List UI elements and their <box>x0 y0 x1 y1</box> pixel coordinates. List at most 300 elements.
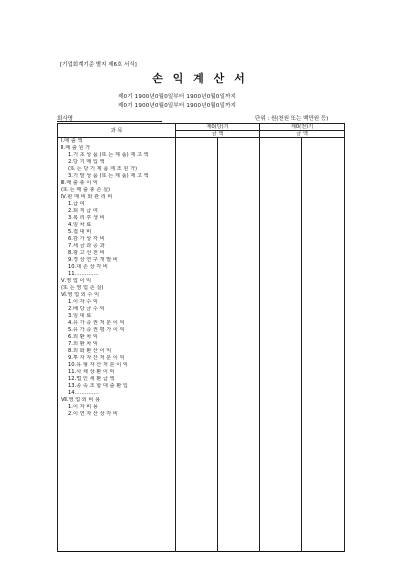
table-row <box>58 166 345 173</box>
previous-amount-b-cell <box>302 355 345 362</box>
account-item-label: 2.이 연 자 산 상 각 비 <box>58 411 176 418</box>
current-amount-a-cell <box>176 390 218 397</box>
previous-amount-b-cell <box>302 523 345 530</box>
header-previous-amount: 금 액 <box>260 131 345 138</box>
previous-amount-b-cell <box>302 383 345 390</box>
previous-amount-b-cell <box>302 152 345 159</box>
account-item-label: (또 는 영 업 손 실) <box>58 285 176 292</box>
table-row <box>58 481 345 488</box>
account-item-label <box>58 418 176 425</box>
previous-amount-a-cell <box>260 488 302 495</box>
account-item-label: 5.유 가 증 권 평 가 이 익 <box>58 327 176 334</box>
previous-amount-b-cell <box>302 320 345 327</box>
previous-amount-b-cell <box>302 446 345 453</box>
previous-amount-a-cell <box>260 173 302 180</box>
table-row <box>58 201 345 208</box>
current-amount-a-cell <box>176 383 218 390</box>
account-item-label: 8.광 고 선 전 비 <box>58 250 176 257</box>
previous-amount-a-cell <box>260 208 302 215</box>
current-amount-a-cell <box>176 208 218 215</box>
account-item-label <box>58 544 176 552</box>
account-item-label: (또 는 매 출 총 손 실) <box>58 187 176 194</box>
account-item-label: 10.유 형 자 산 처 분 이 익 <box>58 362 176 369</box>
current-amount-b-cell <box>218 446 260 453</box>
current-amount-a-cell <box>176 502 218 509</box>
current-amount-a-cell <box>176 285 218 292</box>
current-amount-b-cell <box>218 418 260 425</box>
previous-amount-b-cell <box>302 390 345 397</box>
previous-amount-b-cell <box>302 285 345 292</box>
previous-amount-a-cell <box>260 264 302 271</box>
current-amount-b-cell <box>218 313 260 320</box>
previous-amount-b-cell <box>302 264 345 271</box>
table-row <box>58 544 345 552</box>
previous-amount-a-cell <box>260 257 302 264</box>
previous-amount-b-cell <box>302 236 345 243</box>
previous-amount-b-cell <box>302 292 345 299</box>
current-amount-b-cell <box>218 271 260 278</box>
table-row <box>58 292 345 299</box>
current-amount-b-cell <box>218 201 260 208</box>
previous-amount-a-cell <box>260 495 302 502</box>
previous-amount-a-cell <box>260 187 302 194</box>
previous-amount-a-cell <box>260 229 302 236</box>
current-amount-b-cell <box>218 432 260 439</box>
current-amount-a-cell <box>176 453 218 460</box>
account-item-label <box>58 439 176 446</box>
previous-amount-a-cell <box>260 523 302 530</box>
previous-amount-b-cell <box>302 208 345 215</box>
table-row <box>58 369 345 376</box>
current-amount-b-cell <box>218 362 260 369</box>
table-row <box>58 299 345 306</box>
current-amount-b-cell <box>218 264 260 271</box>
current-amount-b-cell <box>218 327 260 334</box>
current-amount-b-cell <box>218 306 260 313</box>
table-row <box>58 397 345 404</box>
previous-amount-b-cell <box>302 537 345 544</box>
current-amount-b-cell <box>218 495 260 502</box>
previous-amount-a-cell <box>260 390 302 397</box>
table-row <box>58 173 345 180</box>
previous-amount-b-cell <box>302 187 345 194</box>
previous-amount-b-cell <box>302 488 345 495</box>
account-item-label <box>58 530 176 537</box>
account-item-label: Ⅵ.영 업 외 수 익 <box>58 292 176 299</box>
current-amount-a-cell <box>176 369 218 376</box>
current-amount-b-cell <box>218 208 260 215</box>
previous-amount-a-cell <box>260 509 302 516</box>
previous-amount-b-cell <box>302 173 345 180</box>
account-item-label <box>58 537 176 544</box>
account-item-label: 4.임 차 료 <box>58 222 176 229</box>
current-amount-a-cell <box>176 313 218 320</box>
current-amount-a-cell <box>176 257 218 264</box>
table-row <box>58 516 345 523</box>
current-amount-a-cell <box>176 306 218 313</box>
previous-amount-b-cell <box>302 222 345 229</box>
table-row <box>58 236 345 243</box>
previous-amount-a-cell <box>260 215 302 222</box>
previous-amount-a-cell <box>260 383 302 390</box>
current-amount-b-cell <box>218 236 260 243</box>
current-amount-b-cell <box>218 509 260 516</box>
previous-amount-b-cell <box>302 159 345 166</box>
table-row <box>58 425 345 432</box>
previous-amount-a-cell <box>260 180 302 187</box>
previous-amount-b-cell <box>302 432 345 439</box>
account-item-label: Ⅳ.판 매 비 와 관 리 비 <box>58 194 176 201</box>
previous-amount-b-cell <box>302 502 345 509</box>
current-amount-a-cell <box>176 523 218 530</box>
table-row <box>58 502 345 509</box>
current-amount-a-cell <box>176 278 218 285</box>
previous-amount-a-cell <box>260 537 302 544</box>
previous-amount-b-cell <box>302 271 345 278</box>
current-amount-a-cell <box>176 236 218 243</box>
previous-amount-a-cell <box>260 453 302 460</box>
account-item-label: 5.접 대 비 <box>58 229 176 236</box>
current-amount-a-cell <box>176 348 218 355</box>
current-amount-b-cell <box>218 397 260 404</box>
account-item-label: 9.경 상 연 구 개 발 비 <box>58 257 176 264</box>
table-row <box>58 404 345 411</box>
table-row <box>58 334 345 341</box>
previous-amount-b-cell <box>302 460 345 467</box>
account-item-label: 11.…………. <box>58 271 176 278</box>
table-row <box>58 229 345 236</box>
table-row <box>58 187 345 194</box>
previous-amount-b-cell <box>302 418 345 425</box>
previous-amount-a-cell <box>260 159 302 166</box>
current-amount-b-cell <box>218 257 260 264</box>
previous-amount-b-cell <box>302 362 345 369</box>
table-row <box>58 152 345 159</box>
previous-amount-a-cell <box>260 236 302 243</box>
current-amount-b-cell <box>218 376 260 383</box>
account-item-label <box>58 502 176 509</box>
previous-amount-a-cell <box>260 327 302 334</box>
table-row <box>58 257 345 264</box>
table-body <box>58 138 345 552</box>
current-amount-a-cell <box>176 173 218 180</box>
table-row <box>58 411 345 418</box>
current-amount-a-cell <box>176 537 218 544</box>
account-item-label: 1.이 자 수 익 <box>58 299 176 306</box>
previous-amount-b-cell <box>302 397 345 404</box>
previous-amount-a-cell <box>260 145 302 152</box>
previous-amount-a-cell <box>260 544 302 552</box>
account-item-label: Ⅴ.영 업 이 익 <box>58 278 176 285</box>
previous-amount-a-cell <box>260 369 302 376</box>
table-row <box>58 264 345 271</box>
previous-amount-a-cell <box>260 362 302 369</box>
account-item-label: 7.외 환 차 익 <box>58 341 176 348</box>
current-amount-b-cell <box>218 320 260 327</box>
table-row <box>58 341 345 348</box>
account-item-label: (또 는 당 기 제 품 제 조 원 가) <box>58 166 176 173</box>
header-current-amount: 금 액 <box>176 131 260 138</box>
current-amount-a-cell <box>176 243 218 250</box>
account-item-label <box>58 516 176 523</box>
previous-amount-b-cell <box>302 257 345 264</box>
previous-amount-b-cell <box>302 278 345 285</box>
current-amount-b-cell <box>218 194 260 201</box>
previous-amount-a-cell <box>260 292 302 299</box>
current-amount-b-cell <box>218 278 260 285</box>
current-amount-b-cell <box>218 439 260 446</box>
current-amount-b-cell <box>218 187 260 194</box>
account-item-label <box>58 453 176 460</box>
table-row <box>58 537 345 544</box>
previous-amount-b-cell <box>302 243 345 250</box>
current-amount-b-cell <box>218 355 260 362</box>
previous-amount-a-cell <box>260 481 302 488</box>
table-row <box>58 432 345 439</box>
table-row <box>58 243 345 250</box>
current-amount-b-cell <box>218 222 260 229</box>
table-row <box>58 376 345 383</box>
current-amount-a-cell <box>176 432 218 439</box>
account-item-label <box>58 495 176 502</box>
current-amount-b-cell <box>218 180 260 187</box>
current-amount-a-cell <box>176 488 218 495</box>
current-amount-a-cell <box>176 145 218 152</box>
current-amount-b-cell <box>218 467 260 474</box>
previous-amount-b-cell <box>302 474 345 481</box>
current-amount-b-cell <box>218 369 260 376</box>
previous-amount-a-cell <box>260 138 302 146</box>
account-item-label: 12.법 인 세 환 급 액 <box>58 376 176 383</box>
current-amount-b-cell <box>218 292 260 299</box>
current-amount-a-cell <box>176 215 218 222</box>
previous-amount-a-cell <box>260 334 302 341</box>
current-amount-a-cell <box>176 292 218 299</box>
table-row <box>58 509 345 516</box>
previous-amount-a-cell <box>260 467 302 474</box>
current-amount-a-cell <box>176 439 218 446</box>
previous-amount-b-cell <box>302 404 345 411</box>
previous-amount-b-cell <box>302 467 345 474</box>
account-item-label: 2.배 당 금 수 익 <box>58 306 176 313</box>
current-amount-a-cell <box>176 138 218 146</box>
account-item-label <box>58 467 176 474</box>
current-amount-a-cell <box>176 530 218 537</box>
account-item-label: Ⅰ.매 출 액 <box>58 138 176 146</box>
current-amount-b-cell <box>218 215 260 222</box>
account-item-label: Ⅶ.영 업 외 비 용 <box>58 397 176 404</box>
previous-amount-b-cell <box>302 201 345 208</box>
previous-amount-a-cell <box>260 355 302 362</box>
account-item-label: 3.복 리 후 생 비 <box>58 215 176 222</box>
current-amount-b-cell <box>218 474 260 481</box>
previous-amount-b-cell <box>302 334 345 341</box>
current-amount-b-cell <box>218 425 260 432</box>
account-item-label: 4.유 가 증 권 처 분 이 익 <box>58 320 176 327</box>
previous-amount-a-cell <box>260 250 302 257</box>
current-amount-a-cell <box>176 320 218 327</box>
account-item-label <box>58 488 176 495</box>
previous-amount-a-cell <box>260 425 302 432</box>
table-row <box>58 453 345 460</box>
account-item-label <box>58 509 176 516</box>
current-amount-a-cell <box>176 222 218 229</box>
current-amount-a-cell <box>176 474 218 481</box>
table-row <box>58 313 345 320</box>
table-row <box>58 145 345 152</box>
previous-amount-b-cell <box>302 411 345 418</box>
current-amount-b-cell <box>218 530 260 537</box>
current-amount-a-cell <box>176 467 218 474</box>
previous-amount-b-cell <box>302 327 345 334</box>
table-row <box>58 222 345 229</box>
current-amount-b-cell <box>218 243 260 250</box>
table-row <box>58 439 345 446</box>
account-item-label: Ⅲ.매 출 총 이 익 <box>58 180 176 187</box>
table-row <box>58 523 345 530</box>
account-item-label: 1.이 자 비 용 <box>58 404 176 411</box>
previous-amount-b-cell <box>302 495 345 502</box>
previous-amount-b-cell <box>302 166 345 173</box>
current-amount-a-cell <box>176 201 218 208</box>
previous-amount-a-cell <box>260 201 302 208</box>
current-amount-a-cell <box>176 411 218 418</box>
current-amount-b-cell <box>218 229 260 236</box>
previous-amount-b-cell <box>302 306 345 313</box>
previous-amount-b-cell <box>302 544 345 552</box>
account-item-label <box>58 432 176 439</box>
table-row <box>58 348 345 355</box>
current-amount-b-cell <box>218 460 260 467</box>
current-amount-a-cell <box>176 271 218 278</box>
previous-amount-b-cell <box>302 509 345 516</box>
previous-amount-a-cell <box>260 432 302 439</box>
previous-amount-a-cell <box>260 299 302 306</box>
current-amount-b-cell <box>218 488 260 495</box>
current-amount-b-cell <box>218 138 260 146</box>
previous-amount-b-cell <box>302 341 345 348</box>
previous-amount-a-cell <box>260 194 302 201</box>
previous-amount-a-cell <box>260 460 302 467</box>
table-row <box>58 446 345 453</box>
account-item-label: 3.임 대 료 <box>58 313 176 320</box>
previous-amount-b-cell <box>302 215 345 222</box>
table-row <box>58 278 345 285</box>
table-row <box>58 194 345 201</box>
account-item-label: 6.감 가 상 각 비 <box>58 236 176 243</box>
table-row <box>58 495 345 502</box>
previous-amount-a-cell <box>260 341 302 348</box>
current-amount-b-cell <box>218 537 260 544</box>
current-amount-b-cell <box>218 250 260 257</box>
current-amount-a-cell <box>176 404 218 411</box>
current-amount-b-cell <box>218 502 260 509</box>
previous-amount-b-cell <box>302 145 345 152</box>
current-amount-b-cell <box>218 390 260 397</box>
table-row <box>58 208 345 215</box>
current-amount-b-cell <box>218 453 260 460</box>
previous-amount-b-cell <box>302 229 345 236</box>
table-row <box>58 320 345 327</box>
current-amount-a-cell <box>176 341 218 348</box>
current-amount-b-cell <box>218 516 260 523</box>
account-item-label: 7.세 금 과 공 과 <box>58 243 176 250</box>
previous-amount-a-cell <box>260 411 302 418</box>
previous-amount-a-cell <box>260 271 302 278</box>
current-amount-b-cell <box>218 152 260 159</box>
previous-amount-a-cell <box>260 502 302 509</box>
account-item-label <box>58 446 176 453</box>
current-amount-a-cell <box>176 299 218 306</box>
current-amount-a-cell <box>176 425 218 432</box>
period-current: 제0기 1900년0월0일부터 1900년0월0일까지 <box>118 94 237 100</box>
current-amount-a-cell <box>176 509 218 516</box>
current-amount-a-cell <box>176 481 218 488</box>
previous-amount-b-cell <box>302 313 345 320</box>
table-row <box>58 138 345 146</box>
current-amount-a-cell <box>176 362 218 369</box>
account-item-label <box>58 481 176 488</box>
account-item-label: 3.기 말 상 품 (또 는 제 품) 재 고 액 <box>58 173 176 180</box>
current-amount-a-cell <box>176 516 218 523</box>
previous-amount-a-cell <box>260 376 302 383</box>
previous-amount-b-cell <box>302 425 345 432</box>
current-amount-b-cell <box>218 544 260 552</box>
previous-amount-a-cell <box>260 474 302 481</box>
table-row <box>58 271 345 278</box>
account-item-label: Ⅱ.매 출 원 가 <box>58 145 176 152</box>
previous-amount-a-cell <box>260 313 302 320</box>
table-row <box>58 418 345 425</box>
current-amount-a-cell <box>176 495 218 502</box>
table-row <box>58 488 345 495</box>
current-amount-a-cell <box>176 460 218 467</box>
previous-amount-a-cell <box>260 446 302 453</box>
table-row <box>58 390 345 397</box>
current-amount-a-cell <box>176 152 218 159</box>
table-row <box>58 180 345 187</box>
previous-amount-b-cell <box>302 516 345 523</box>
account-item-label: 8.외 화 환 산 이 익 <box>58 348 176 355</box>
previous-amount-a-cell <box>260 397 302 404</box>
previous-amount-a-cell <box>260 166 302 173</box>
previous-amount-a-cell <box>260 404 302 411</box>
current-amount-b-cell <box>218 145 260 152</box>
account-item-label <box>58 460 176 467</box>
account-item-label: 11.사 채 상 환 이 익 <box>58 369 176 376</box>
account-item-label <box>58 474 176 481</box>
current-amount-b-cell <box>218 523 260 530</box>
account-item-label: 14.…………. <box>58 390 176 397</box>
current-amount-b-cell <box>218 173 260 180</box>
current-amount-b-cell <box>218 411 260 418</box>
current-amount-b-cell <box>218 299 260 306</box>
income-statement-table <box>57 123 345 552</box>
current-amount-a-cell <box>176 229 218 236</box>
current-amount-b-cell <box>218 285 260 292</box>
form-number-note: [기업회계기준 별지 제6호 서식] <box>60 62 137 68</box>
previous-amount-a-cell <box>260 418 302 425</box>
current-amount-a-cell <box>176 397 218 404</box>
table-row <box>58 215 345 222</box>
table-row <box>58 355 345 362</box>
account-item-label: 13.종 속 조 합 대 출 환 입 <box>58 383 176 390</box>
previous-amount-b-cell <box>302 481 345 488</box>
current-amount-b-cell <box>218 334 260 341</box>
table-row <box>58 460 345 467</box>
current-amount-b-cell <box>218 159 260 166</box>
current-amount-b-cell <box>218 341 260 348</box>
